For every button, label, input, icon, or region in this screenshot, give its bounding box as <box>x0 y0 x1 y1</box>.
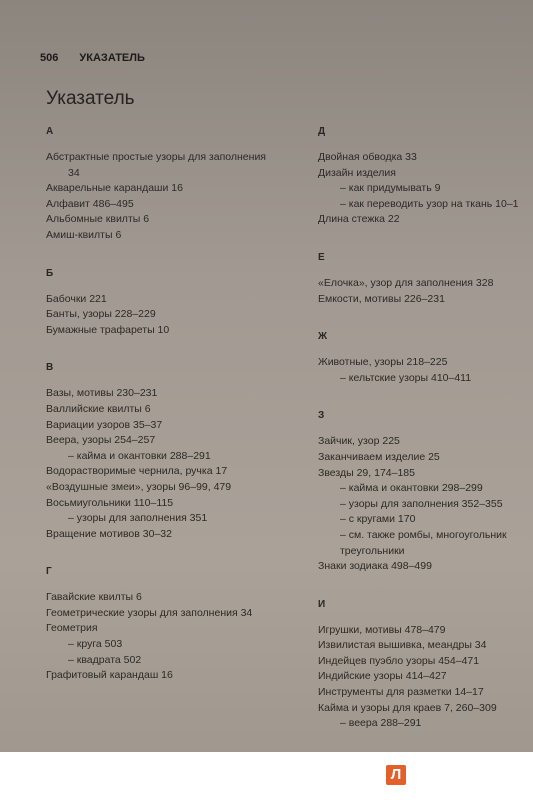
index-entry: Вариации узоров 35–37 <box>46 418 163 431</box>
heading-gap <box>46 140 296 150</box>
index-entry: Инструменты для разметки 14–17 <box>318 686 484 699</box>
section-gap <box>46 338 296 360</box>
index-entry: Игрушки, мотивы 478–479 <box>318 623 446 636</box>
footer-strip <box>0 752 533 800</box>
index-letter-heading: Е <box>318 251 325 263</box>
index-title: Указатель <box>46 88 135 109</box>
index-entry: Дизайн изделия <box>318 166 396 179</box>
section-gap <box>318 228 533 250</box>
section-gap <box>318 307 533 329</box>
index-entry: Акварельные карандаши 16 <box>46 182 183 195</box>
heading-gap <box>318 266 533 276</box>
section-gap <box>318 575 533 597</box>
index-letter-heading: З <box>318 410 325 422</box>
index-entry: Гавайские квилты 6 <box>46 591 142 604</box>
section-gap <box>46 244 296 266</box>
index-entry: Бабочки 221 <box>46 292 107 305</box>
index-entry: Абстрактные простые узоры для заполнения <box>46 151 266 163</box>
index-entry: Знаки зодиака 498–499 <box>318 560 432 573</box>
index-entry: – кельтские узоры 410–411 <box>340 371 472 384</box>
index-entry: «Елочка», узор для заполнения 328 <box>318 276 494 289</box>
index-entry: Вазы, мотивы 230–231 <box>46 387 158 400</box>
heading-gap <box>318 345 533 355</box>
section-gap <box>318 386 533 408</box>
index-entry: треугольники <box>340 544 405 557</box>
heading-gap <box>318 613 533 623</box>
running-header <box>40 52 145 64</box>
index-letter-heading: Ж <box>318 331 328 343</box>
index-entry: Веера, узоры 254–257 <box>46 434 156 447</box>
index-entry: 34 <box>68 166 80 179</box>
index-letter-heading: И <box>318 598 326 610</box>
section-gap <box>46 542 296 564</box>
index-entry: – как переводить узор на ткань 10–1 <box>340 197 519 210</box>
index-entry: – узоры для заполнения 352–355 <box>340 497 503 510</box>
index-entry: Звезды 29, 174–185 <box>318 466 415 479</box>
index-entry: Заканчиваем изделие 25 <box>318 450 440 463</box>
index-entry: Геометрия <box>46 622 98 635</box>
index-letter-heading: Д <box>318 126 326 137</box>
index-entry: Индейцев пуэбло узоры 454–471 <box>318 654 480 667</box>
index-entry: – веера 288–291 <box>340 717 422 730</box>
index-letter-heading: Б <box>46 267 54 279</box>
index-entry: – кайма и окантовки 288–291 <box>68 449 211 462</box>
heading-gap <box>318 424 533 434</box>
index-entry: «Воздушные змеи», узоры 96–99, 479 <box>46 480 232 493</box>
index-entry: Кайма и узоры для краев 7, 260–309 <box>318 701 497 714</box>
index-entry: Бумажные трафареты 10 <box>46 323 170 336</box>
heading-gap <box>46 580 296 590</box>
index-entry: – квадрата 502 <box>68 653 142 666</box>
index-entry: Животные, узоры 218–225 <box>318 356 448 369</box>
index-entry: Зайчик, узор 225 <box>318 435 400 448</box>
index-entry: Графитовый карандаш 16 <box>46 669 173 682</box>
index-entry: Альбомные квилты 6 <box>46 213 150 226</box>
index-column-left <box>46 124 296 684</box>
index-entry: Банты, узоры 228–229 <box>46 308 156 321</box>
section-title: УКАЗАТЕЛЬ <box>79 52 145 64</box>
heading-gap <box>318 140 533 150</box>
index-letter-heading: В <box>46 362 54 374</box>
index-entry: Геометрические узоры для заполнения 34 <box>46 606 253 619</box>
index-entry: Восьмиугольники 110–115 <box>46 496 174 509</box>
index-entry: Длина стежка 22 <box>318 213 400 226</box>
index-entry: Алфавит 486–495 <box>46 197 134 210</box>
index-entry: – см. также ромбы, многоугольник <box>340 528 507 541</box>
index-entry: Извилистая вышивка, меандры 34 <box>318 639 487 652</box>
index-letter-heading: Г <box>46 566 52 578</box>
heading-gap <box>46 376 296 386</box>
index-entry: – с кругами 170 <box>340 513 416 526</box>
index-entry: – круга 503 <box>68 638 123 651</box>
index-entry: – как придумывать 9 <box>340 182 441 195</box>
index-entry: Валлийские квилты 6 <box>46 402 151 415</box>
index-entry: Индийские узоры 414–427 <box>318 670 447 683</box>
heading-gap <box>46 282 296 292</box>
index-entry: Двойная обводка 33 <box>318 151 417 163</box>
index-letter-heading: А <box>46 126 54 137</box>
page-number: 506 <box>40 52 59 64</box>
index-entry: – кайма и окантовки 298–299 <box>340 482 483 495</box>
labirint-logo-icon: Л <box>386 765 406 785</box>
index-entry: Емкости, мотивы 226–231 <box>318 292 445 305</box>
index-entry: – узоры для заполнения 351 <box>68 512 208 525</box>
index-entry: Водорастворимые чернила, ручка 17 <box>46 465 228 478</box>
index-entry: Вращение мотивов 30–32 <box>46 527 172 540</box>
index-column-right <box>318 124 533 732</box>
index-entry: Амиш-квилты 6 <box>46 228 122 241</box>
